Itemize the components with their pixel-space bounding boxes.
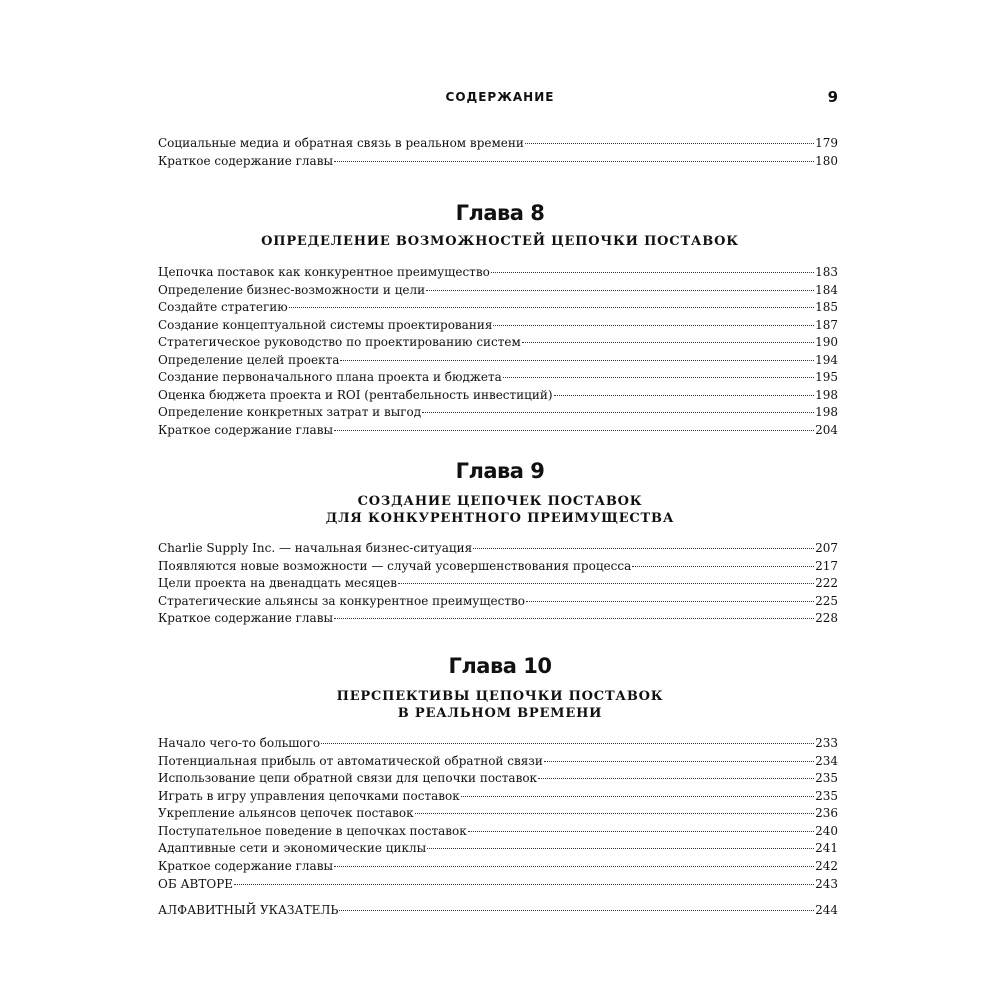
toc-entry-title: Краткое содержание главы xyxy=(158,858,333,873)
dot-leader xyxy=(554,394,815,396)
toc-entry-page: 234 xyxy=(815,753,838,768)
dot-leader xyxy=(398,582,814,584)
toc-entry[interactable] xyxy=(158,770,838,788)
toc-entry-page: 242 xyxy=(815,858,838,873)
toc-entry[interactable] xyxy=(158,593,838,611)
page-number: 9 xyxy=(827,88,838,106)
toc-entry-title: Краткое содержание главы xyxy=(158,422,333,437)
toc-entry-page: 204 xyxy=(815,422,838,437)
toc-entry-page: 217 xyxy=(815,558,838,573)
toc-entry-title: Начало чего-то большого xyxy=(158,736,321,750)
dot-leader xyxy=(422,411,814,413)
chapter-8-heading: Глава 8 xyxy=(455,201,545,225)
toc-entry[interactable] xyxy=(158,282,838,300)
toc-entry-title: Поступательное поведение в цепочках поставок xyxy=(158,823,467,838)
toc-entry[interactable] xyxy=(158,334,838,352)
toc-entry[interactable] xyxy=(158,735,838,753)
toc-chapter-9-list xyxy=(158,540,838,628)
toc-entry-title: Определение целей проекта xyxy=(158,352,340,367)
toc-entry[interactable] xyxy=(158,840,838,858)
dot-leader xyxy=(473,547,814,549)
dot-leader xyxy=(334,617,814,619)
toc-entry[interactable] xyxy=(158,422,838,440)
toc-entry[interactable] xyxy=(158,823,838,841)
toc-entry[interactable] xyxy=(158,299,838,317)
dot-leader xyxy=(503,376,814,378)
dot-leader xyxy=(468,830,814,832)
toc-entry-title: Стратегические альянсы за конкурентное преимущество xyxy=(158,593,525,608)
toc-entry-page: 183 xyxy=(815,265,838,279)
dot-leader xyxy=(321,742,814,744)
toc-entry-title: Стратегическое руководство по проектированию систем xyxy=(158,335,521,349)
toc-entry-page: 244 xyxy=(815,903,838,917)
toc-entry-page: 190 xyxy=(815,335,838,349)
toc-entry-page: 225 xyxy=(815,593,838,608)
toc-entry-title: ОБ АВТОРЕ xyxy=(158,877,234,891)
toc-entry-title: Укрепление альянсов цепочек поставок xyxy=(158,806,414,820)
toc-chapter-8-list xyxy=(158,264,838,439)
dot-leader xyxy=(493,324,814,326)
toc-entry-title: Использование цепи обратной связи для цепочки поставок xyxy=(158,771,538,785)
dot-leader xyxy=(538,777,814,779)
chapter-title-line: ДЛЯ КОНКУРЕНТНОГО ПРЕИМУЩЕСТВА xyxy=(325,511,675,526)
toc-entry-title: Создание концептуальной системы проектирования xyxy=(158,317,493,332)
toc-entry[interactable] xyxy=(158,369,838,387)
toc-entry-title: Появляются новые возможности — случай усовершенствования процесса xyxy=(158,558,632,573)
dot-leader xyxy=(334,865,814,867)
toc-entry-page: 207 xyxy=(815,541,838,555)
toc-entry-page: 236 xyxy=(815,806,838,820)
toc-entry-page: 233 xyxy=(815,736,838,750)
toc-entry-page: 198 xyxy=(815,387,838,402)
toc-back-matter-author xyxy=(158,876,838,894)
toc-entry-title: Потенциальная прибыль от автоматической обратной связи xyxy=(158,753,543,768)
dot-leader xyxy=(632,565,814,567)
chapter-title-line: В РЕАЛЬНОМ ВРЕМЕНИ xyxy=(397,706,603,721)
chapter-8-title xyxy=(0,233,1000,250)
chapter-10-title xyxy=(0,688,1000,722)
dot-leader xyxy=(415,812,815,814)
toc-entry-page: 184 xyxy=(815,282,838,297)
running-head xyxy=(0,88,1000,108)
toc-entry[interactable] xyxy=(158,135,838,153)
toc-entry-page: 185 xyxy=(815,300,838,314)
toc-back-matter-index xyxy=(158,902,838,920)
dot-leader xyxy=(544,760,814,762)
toc-entry-title: Играть в игру управления цепочками поставок xyxy=(158,788,460,803)
toc-entry-page: 241 xyxy=(815,841,838,855)
toc-entry-title: Создание первоначального плана проекта и бюджета xyxy=(158,370,502,384)
toc-entry-page: 180 xyxy=(815,153,838,168)
chapter-10-heading: Глава 10 xyxy=(448,654,552,678)
toc-entry-title: Оценка бюджета проекта и ROI (рентабельность инвестиций) xyxy=(158,387,553,402)
toc-entry[interactable] xyxy=(158,753,838,771)
dot-leader xyxy=(522,341,814,343)
dot-leader xyxy=(334,429,814,431)
toc-entry-title: АЛФАВИТНЫЙ УКАЗАТЕЛЬ xyxy=(158,903,339,917)
dot-leader xyxy=(461,795,814,797)
toc-entry-title: Социальные медиа и обратная связь в реальном времени xyxy=(158,136,524,150)
toc-entry-page: 187 xyxy=(815,317,838,332)
running-title: СОДЕРЖАНИЕ xyxy=(445,90,555,104)
toc-entry[interactable] xyxy=(158,805,838,823)
toc-entry-page: 195 xyxy=(815,370,838,384)
chapter-title-line: СОЗДАНИЕ ЦЕПОЧЕК ПОСТАВОК xyxy=(357,494,643,509)
toc-entry-title: Цели проекта на двенадцать месяцев xyxy=(158,576,398,590)
toc-entry-title: Краткое содержание главы xyxy=(158,153,333,168)
toc-entry-page: 194 xyxy=(815,352,838,367)
toc-entry[interactable] xyxy=(158,264,838,282)
chapter-title-line: ОПРЕДЕЛЕНИЕ ВОЗМОЖНОСТЕЙ ЦЕПОЧКИ ПОСТАВОК xyxy=(261,234,739,249)
toc-entry[interactable] xyxy=(158,540,838,558)
toc-entry-title: Charlie Supply Inc. — начальная бизнес-ситуация xyxy=(158,541,473,555)
toc-entry-page: 243 xyxy=(815,877,838,891)
dot-leader xyxy=(340,359,814,361)
toc-entry[interactable] xyxy=(158,610,838,628)
toc-entry[interactable] xyxy=(158,858,838,876)
toc-entry-page: 222 xyxy=(815,576,838,590)
dot-leader xyxy=(426,289,814,291)
dot-leader xyxy=(427,847,814,849)
dot-leader xyxy=(525,142,814,144)
toc-entry-page: 240 xyxy=(815,823,838,838)
toc-entry-title: Определение бизнес-возможности и цели xyxy=(158,282,426,297)
chapter-9-title xyxy=(0,493,1000,527)
toc-intro-list xyxy=(158,135,838,170)
dot-leader xyxy=(234,883,814,885)
toc-entry[interactable] xyxy=(158,387,838,405)
toc-entry-page: 235 xyxy=(815,771,838,785)
toc-entry-page: 198 xyxy=(815,405,838,419)
toc-entry[interactable] xyxy=(158,558,838,576)
toc-entry-page: 235 xyxy=(815,788,838,803)
toc-entry[interactable] xyxy=(158,317,838,335)
toc-chapter-10-list xyxy=(158,735,838,875)
chapter-title-line: ПЕРСПЕКТИВЫ ЦЕПОЧКИ ПОСТАВОК xyxy=(336,689,664,704)
toc-entry[interactable] xyxy=(158,153,838,171)
dot-leader xyxy=(339,909,814,911)
toc-entry-title: Создайте стратегию xyxy=(158,300,288,314)
chapter-9-heading: Глава 9 xyxy=(455,459,545,483)
toc-entry-page: 228 xyxy=(815,611,838,625)
toc-entry[interactable] xyxy=(158,575,838,593)
toc-entry[interactable] xyxy=(158,352,838,370)
toc-entry[interactable] xyxy=(158,404,838,422)
toc-entry-title: Определение конкретных затрат и выгод xyxy=(158,405,422,419)
dot-leader xyxy=(491,271,814,273)
toc-entry-page: 179 xyxy=(815,136,838,150)
dot-leader xyxy=(526,600,814,602)
dot-leader xyxy=(289,306,814,308)
toc-entry[interactable] xyxy=(158,876,838,894)
toc-entry[interactable] xyxy=(158,788,838,806)
toc-entry-title: Цепочка поставок как конкурентное преимущество xyxy=(158,265,490,279)
dot-leader xyxy=(334,160,814,162)
toc-entry-title: Краткое содержание главы xyxy=(158,611,333,625)
toc-entry[interactable] xyxy=(158,902,838,920)
toc-entry-title: Адаптивные сети и экономические циклы xyxy=(158,841,427,855)
